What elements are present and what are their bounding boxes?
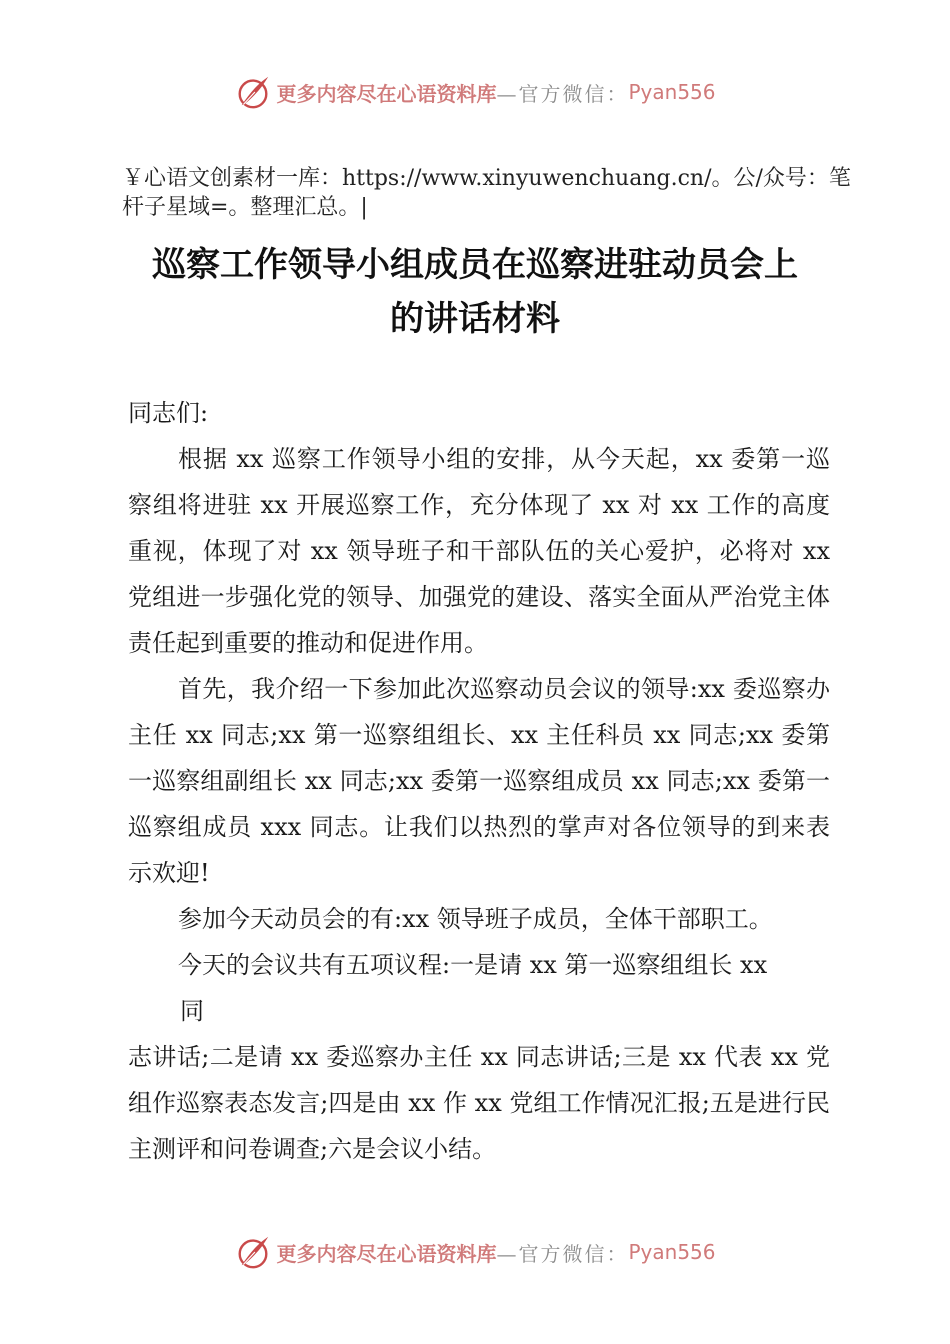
banner-brand-text: 更多内容尽在心语资料库	[276, 1241, 497, 1266]
header-banner	[0, 70, 950, 114]
banner-wechat-id: Pyan556	[628, 1240, 716, 1264]
source-note: ￥心语文创素材一库：https://www.xinyuwenchuang.cn/。公/众号：笔杆子星域=。整理汇总。|	[122, 166, 851, 220]
paragraph-5: 志讲话;二是请 xx 委巡察办主任 xx 同志讲话;三是 xx 代表 xx 党组作巡察表态发言;四是由 xx 作 xx 党组工作情况汇报;五是进行民主测评和问卷调查;六是会议小结。	[128, 1043, 830, 1163]
banner-wechat-id: Pyan556	[628, 80, 716, 104]
footer-banner	[0, 1230, 950, 1274]
title-line-2: 的讲话材料	[390, 299, 560, 339]
paragraph-4-orphan: 同	[180, 997, 204, 1025]
feather-pen-logo-icon	[234, 73, 272, 111]
banner-wechat-label: —官方微信：	[496, 81, 629, 106]
greeting: 同志们:	[128, 399, 209, 427]
paragraph-1: 根据 xx 巡察工作领导小组的安排，从今天起，xx 委第一巡察组将进驻 xx 开展巡察工作，充分体现了 xx 对 xx 工作的高度重视，体现了对 xx 领导班子和干部队伍的关心爱护，必将对 xx 党组进一步强化党的领导、加强党的建设、落实全面从严治党主体责任起到重要的推动和促进作用。	[128, 445, 830, 657]
banner-brand-text: 更多内容尽在心语资料库	[276, 81, 497, 106]
paragraph-3: 参加今天动员会的有:xx 领导班子成员，全体干部职工。	[178, 905, 773, 933]
paragraph-4: 今天的会议共有五项议程:一是请 xx 第一巡察组组长 xx	[178, 951, 768, 979]
paragraph-2: 首先，我介绍一下参加此次巡察动员会议的领导:xx 委巡察办主任 xx 同志;xx 第一巡察组组长、xx 主任科员 xx 同志;xx 委第一巡察组副组长 xx 同志;xx 委第一巡察组成员 xx 同志;xx 委第一巡察组成员 xxx 同志。让我们以热烈的掌声对各位领导的到来表示欢迎!	[128, 675, 830, 887]
document-title	[110, 238, 840, 346]
feather-pen-logo-icon	[234, 1233, 272, 1271]
document-body	[128, 390, 830, 1172]
banner-wechat-label: —官方微信：	[496, 1241, 629, 1266]
title-line-1: 巡察工作领导小组成员在巡察进驻动员会上	[152, 245, 798, 285]
